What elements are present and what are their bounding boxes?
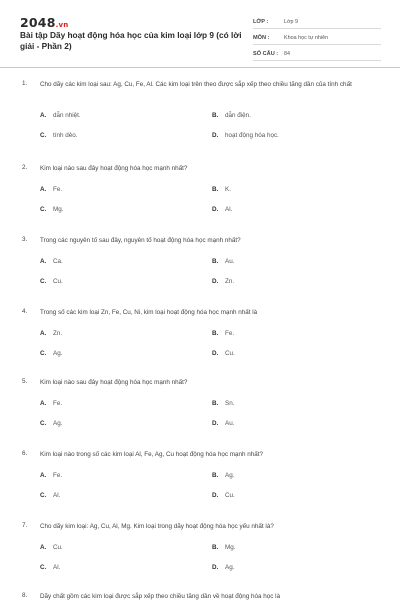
question-text: Kim loại nào sau đây hoạt động hóa học mạnh nhất? — [40, 165, 188, 172]
question-number: 7. — [22, 522, 28, 529]
question-number: 4. — [22, 308, 28, 315]
option-text: Cu. — [53, 278, 63, 285]
question-text: Trong số các kim loại Zn, Fe, Cu, Ni, kim loại hoạt động hóa học mạnh nhất là — [40, 309, 258, 316]
option-text: Ag. — [225, 564, 235, 571]
option-text: Cu. — [53, 544, 63, 551]
option-a[interactable] — [40, 544, 63, 551]
option-letter: C. — [40, 492, 47, 499]
option-text: Zn. — [53, 330, 63, 337]
option-letter: C. — [40, 564, 47, 571]
option-letter: B. — [212, 258, 219, 265]
option-text: Al. — [225, 206, 233, 213]
option-text: dẫn nhiệt. — [53, 112, 81, 119]
option-a[interactable] — [40, 258, 63, 265]
option-letter: D. — [212, 420, 219, 427]
option-letter: D. — [212, 132, 219, 139]
logo-suffix: .vn — [55, 21, 69, 29]
option-letter: B. — [212, 112, 219, 119]
option-letter: D. — [212, 350, 219, 357]
option-b[interactable] — [212, 186, 231, 193]
option-text: Zn. — [225, 278, 235, 285]
option-c[interactable] — [40, 350, 62, 357]
option-a[interactable] — [40, 330, 62, 337]
option-text: Au. — [225, 420, 235, 427]
meta-value: Lớp 9 — [284, 18, 299, 25]
question-text: Trong các nguyên tố sau đây, nguyên tố hoạt động hóa học mạnh nhất? — [40, 237, 241, 244]
option-a[interactable] — [40, 112, 81, 119]
meta-label: LỚP : — [253, 18, 269, 25]
option-c[interactable] — [40, 206, 64, 213]
option-text: K. — [225, 186, 231, 193]
option-letter: A. — [40, 400, 47, 407]
option-text: hoạt động hóa học. — [225, 132, 279, 139]
option-c[interactable] — [40, 278, 63, 285]
option-letter: D. — [212, 278, 219, 285]
meta-value: Khoa học tự nhiên — [284, 34, 329, 41]
option-text: Fe. — [225, 330, 235, 337]
site-logo[interactable] — [20, 15, 68, 30]
option-letter: C. — [40, 206, 47, 213]
option-letter: C. — [40, 420, 47, 427]
option-b[interactable] — [212, 112, 251, 119]
option-b[interactable] — [212, 472, 234, 479]
option-text: Fe. — [53, 400, 63, 407]
meta-row-grade — [253, 15, 381, 29]
option-text: Al. — [53, 564, 61, 571]
option-letter: A. — [40, 258, 47, 265]
option-letter: D. — [212, 564, 219, 571]
option-c[interactable] — [40, 420, 62, 427]
option-text: Cu. — [225, 350, 235, 357]
meta-row-count — [253, 47, 381, 61]
option-letter: A. — [40, 472, 47, 479]
option-c[interactable] — [40, 492, 60, 499]
option-c[interactable] — [40, 564, 60, 571]
option-letter: A. — [40, 112, 47, 119]
option-text: tính dẻo. — [53, 132, 78, 139]
option-text: Mg. — [225, 544, 236, 551]
question-text: Kim loại nào trong số các kim loại Al, Fe, Ag, Cu hoạt động hóa học mạnh nhất? — [40, 451, 263, 458]
option-a[interactable] — [40, 186, 62, 193]
option-b[interactable] — [212, 258, 234, 265]
document-header — [0, 0, 400, 68]
option-text: Au. — [225, 258, 235, 265]
option-text: Ag. — [225, 472, 235, 479]
option-text: Ca. — [53, 258, 63, 265]
option-text: Mg. — [53, 206, 64, 213]
option-letter: B. — [212, 330, 219, 337]
meta-label: SỐ CÂU : — [253, 50, 279, 57]
option-c[interactable] — [40, 132, 78, 139]
question-number: 5. — [22, 378, 28, 385]
option-letter: A. — [40, 544, 47, 551]
option-d[interactable] — [212, 206, 232, 213]
option-letter: C. — [40, 132, 47, 139]
option-text: Fe. — [53, 186, 63, 193]
option-letter: D. — [212, 492, 219, 499]
option-text: Fe. — [53, 472, 63, 479]
option-letter: A. — [40, 186, 47, 193]
option-letter: B. — [212, 472, 219, 479]
question-text: Kim loại nào sau đây hoạt động hóa học mạnh nhất? — [40, 379, 188, 386]
option-a[interactable] — [40, 400, 62, 407]
option-d[interactable] — [212, 420, 234, 427]
option-text: Cu. — [225, 492, 235, 499]
option-b[interactable] — [212, 330, 234, 337]
logo-main: 2048 — [20, 15, 56, 30]
option-letter: B. — [212, 544, 219, 551]
option-d[interactable] — [212, 132, 279, 139]
option-a[interactable] — [40, 472, 62, 479]
meta-value: 84 — [284, 50, 290, 57]
option-text: dẫn điện. — [225, 112, 251, 119]
option-letter: B. — [212, 400, 219, 407]
question-number: 6. — [22, 450, 28, 457]
question-number: 8. — [22, 592, 28, 599]
option-letter: D. — [212, 206, 219, 213]
option-text: Al. — [53, 492, 61, 499]
option-d[interactable] — [212, 492, 235, 499]
meta-row-subject — [253, 31, 381, 45]
option-letter: C. — [40, 278, 47, 285]
question-text: Cho dãy kim loại: Ag, Cu, Al, Mg. Kim loại trong dãy hoạt động hóa học yếu nhất là? — [40, 523, 274, 530]
document-meta — [253, 15, 381, 63]
option-b[interactable] — [212, 400, 234, 407]
option-d[interactable] — [212, 350, 235, 357]
option-letter: C. — [40, 350, 47, 357]
meta-label: MÔN : — [253, 34, 270, 41]
document-title: Bài tập Dãy hoạt động hóa học của kim loại lớp 9 (có lời giải - Phần 2) — [20, 30, 242, 51]
question-number: 2. — [22, 164, 28, 171]
option-text: Ag. — [53, 350, 63, 357]
question-text: Cho dãy các kim loại sau: Ag, Cu, Fe, Al. Các kim loại trên theo được sắp xếp theo chiều tăng dần của tính chất — [40, 81, 352, 88]
question-number: 3. — [22, 236, 28, 243]
option-b[interactable] — [212, 544, 236, 551]
question-number: 1. — [22, 80, 28, 87]
option-d[interactable] — [212, 564, 234, 571]
option-text: Sn. — [225, 400, 235, 407]
option-d[interactable] — [212, 278, 234, 285]
option-text: Ag. — [53, 420, 63, 427]
question-text: Dãy chất gồm các kim loại được sắp xếp theo chiều tăng dần về hoạt động hóa học là — [40, 593, 281, 600]
option-letter: A. — [40, 330, 47, 337]
option-letter: B. — [212, 186, 219, 193]
